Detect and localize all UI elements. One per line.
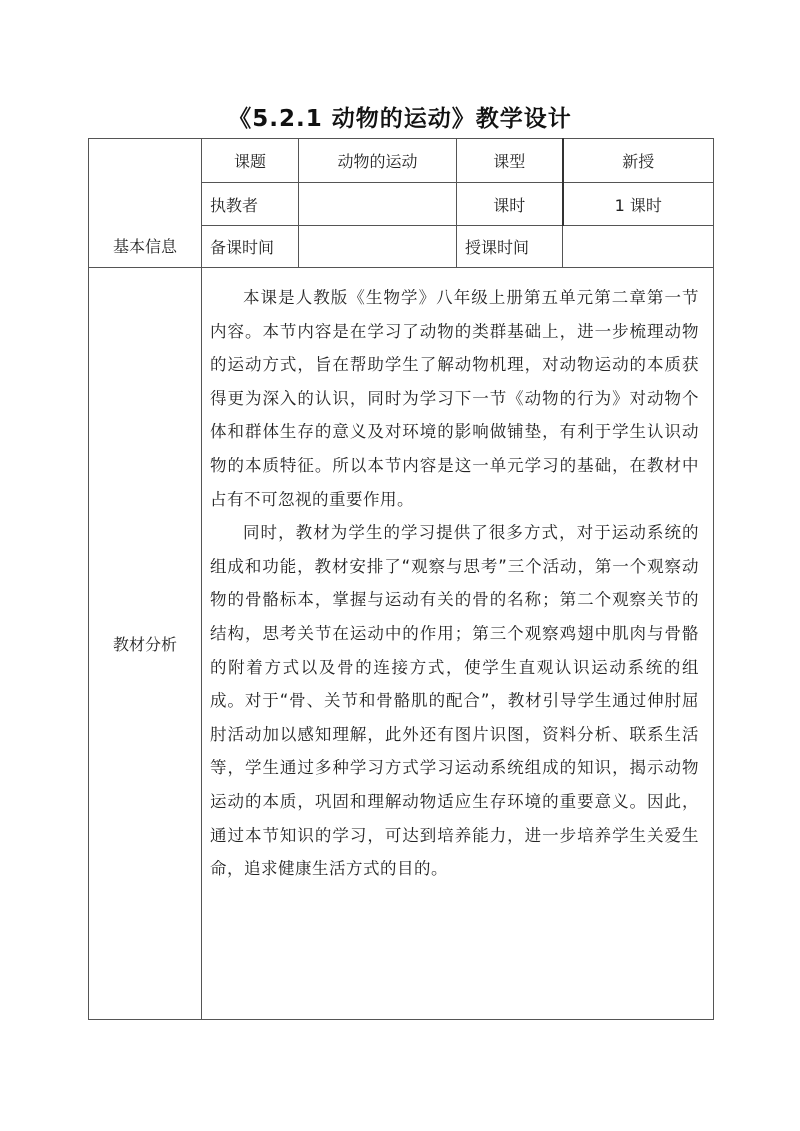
analysis-paragraph: 本课是人教版《生物学》八年级上册第五单元第二章第一节内容。本节内容是在学习了动物的类群基础上，进一步梳理动物的运动方式，旨在帮助学生了解动物机理，对动物运动的本质获得更为深入的认识，同时为学习下一节《动物的行为》对动物个体和群体生存的意义及对环境的影响做铺垫，有利于学生认识动物的本质特征。所以本节内容是这一单元学习的基础，在教材中占有不可忽视的重要作用。 <box>210 288 699 509</box>
analysis-paragraph: 同时，教材为学生的学习提供了很多方式，对于运动系统的组成和功能，教材安排了“观察与思考”三个活动，第一个观察动物的骨骼标本，掌握与运动有关的骨的名称；第二个观察关节的结构，思考关节在运动中的作用；第三个观察鸡翅中肌肉与骨骼的附着方式以及骨的连接方式，使学生直观认识运动系统的组成。对于“骨、关节和骨骼肌的配合”，教材引导学生通过伸肘屈肘活动加以感知理解，此外还有图片识图，资料分析、联系生活等，学生通过多种学习方式学习运动系统组成的知识，揭示动物运动的本质，巩固和理解动物适应生存环境的重要意义。因此，通过本节知识的学习，可达到培养能力，进一步培养学生关爱生命，追求健康生活方式的目的。 <box>210 523 699 879</box>
value-lesson-type: 新授 <box>563 139 714 183</box>
material-analysis-content <box>202 268 714 1020</box>
section-label-basic-info: 基本信息 <box>89 139 202 268</box>
label-teaching-time: 授课时间 <box>457 226 563 268</box>
value-teacher <box>299 183 457 226</box>
lesson-plan-table <box>88 138 714 1020</box>
section-label-material-analysis: 教材分析 <box>89 268 202 1020</box>
material-analysis-row <box>89 268 714 1020</box>
label-topic: 课题 <box>202 139 299 183</box>
page-title: 《5.2.1 动物的运动》教学设计 <box>228 106 572 132</box>
value-prep-time <box>299 226 457 268</box>
info-row-topic <box>89 139 714 183</box>
value-topic: 动物的运动 <box>299 139 457 183</box>
label-teacher: 执教者 <box>202 183 299 226</box>
label-lesson-type: 课型 <box>457 139 563 183</box>
value-class-hours: 1 课时 <box>563 183 714 226</box>
label-prep-time: 备课时间 <box>202 226 299 268</box>
label-class-hours: 课时 <box>457 183 563 226</box>
value-teaching-time <box>563 226 714 268</box>
